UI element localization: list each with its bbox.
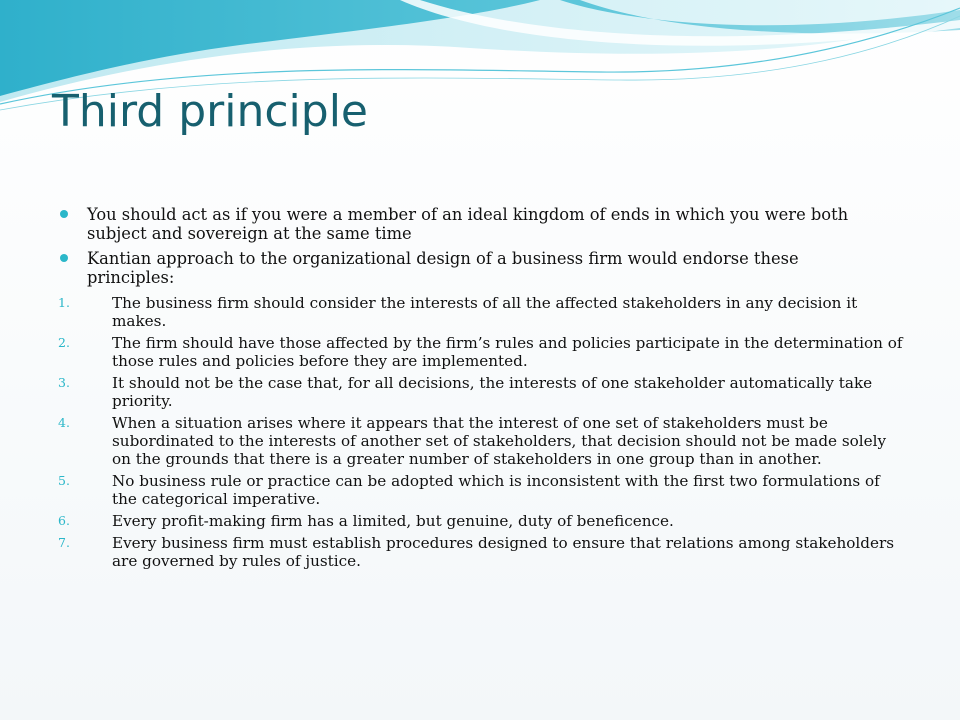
bullet-text: Kantian approach to the organizational design of a business firm would endorse these principles: xyxy=(87,249,799,287)
numbered-list xyxy=(58,294,908,574)
item-text: The business firm should consider the interests of all the affected stakeholders in any decision it makes. xyxy=(112,294,858,330)
numbered-item xyxy=(58,472,908,508)
item-text: The firm should have those affected by the firm’s rules and policies participate in the determination of those rules and policies before they are implemented. xyxy=(112,334,903,370)
item-number: 4. xyxy=(58,415,70,430)
item-number: 6. xyxy=(58,513,70,528)
item-text: Every profit-making firm has a limited, but genuine, duty of beneficence. xyxy=(112,512,674,530)
bullet-item xyxy=(60,249,890,287)
item-number: 7. xyxy=(58,535,70,550)
item-text: It should not be the case that, for all decisions, the interests of one stakeholder automatically take priority. xyxy=(112,374,873,410)
slide-title: Third principle xyxy=(52,86,368,137)
bullet-icon xyxy=(60,254,68,262)
bullet-text: You should act as if you were a member of an ideal kingdom of ends in which you were both subject and sovereign at the same time xyxy=(87,205,849,243)
bullet-item xyxy=(60,205,890,243)
item-number: 2. xyxy=(58,335,70,350)
item-text: When a situation arises where it appears that the interest of one set of stakeholders must be subordinated to the interests of another set of stakeholders, that decision should not be made solely on the grounds that there is a greater number of stakeholders in one group than in another. xyxy=(112,414,887,468)
numbered-item xyxy=(58,334,908,370)
bullet-list xyxy=(60,205,890,293)
numbered-item xyxy=(58,414,908,468)
item-text: No business rule or practice can be adopted which is inconsistent with the first two formulations of the categorical imperative. xyxy=(112,472,880,508)
bullet-icon xyxy=(60,210,68,218)
item-number: 3. xyxy=(58,375,70,390)
numbered-item xyxy=(58,512,908,530)
item-text: Every business firm must establish procedures designed to ensure that relations among stakeholders are governed by rules of justice. xyxy=(112,534,895,570)
numbered-item xyxy=(58,534,908,570)
numbered-item xyxy=(58,374,908,410)
numbered-item xyxy=(58,294,908,330)
item-number: 5. xyxy=(58,473,70,488)
item-number: 1. xyxy=(58,295,70,310)
